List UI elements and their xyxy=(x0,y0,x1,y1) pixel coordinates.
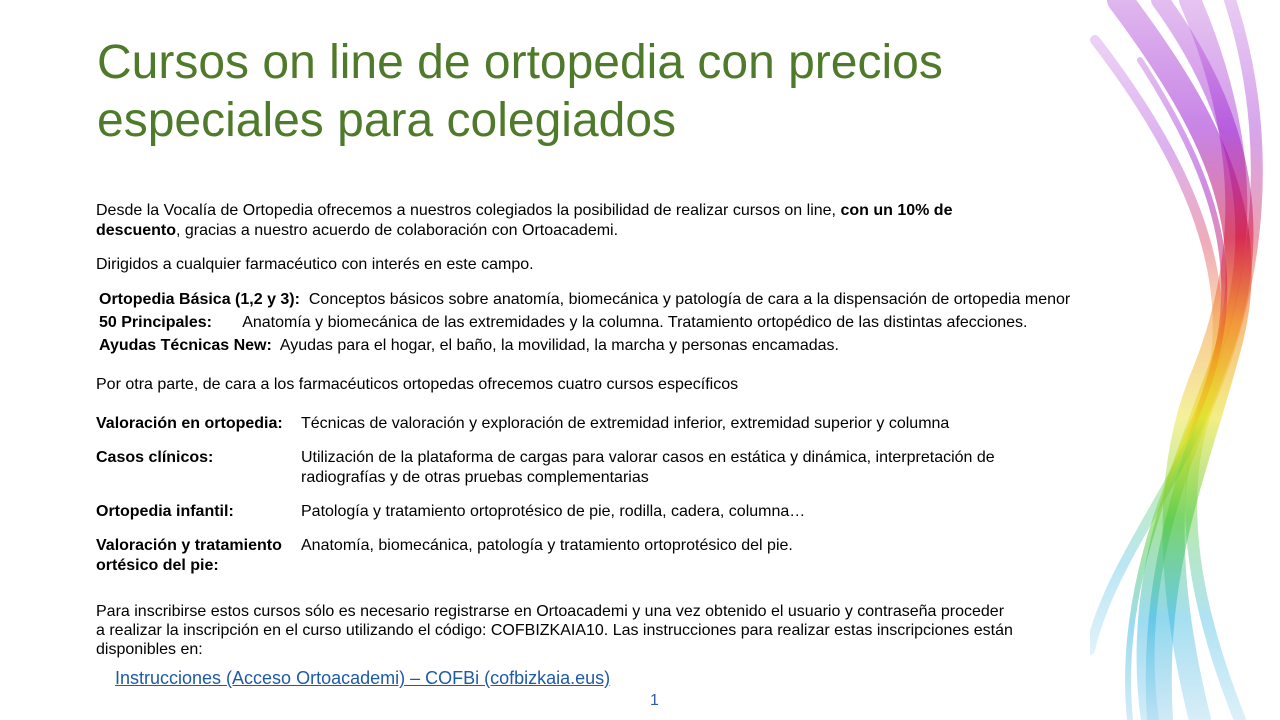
basic-course-item xyxy=(99,311,1129,334)
decorative-rainbow-ribbon xyxy=(1090,0,1280,720)
course-desc: Patología y tratamiento ortoprotésico de pie, rodilla, cadera, columna… xyxy=(301,503,806,520)
basic-course-name: 50 Principales: xyxy=(99,314,212,331)
course-name: Valoración en ortopedia: xyxy=(96,415,283,432)
course-desc: Anatomía, biomecánica, patología y tratamiento ortoprotésico del pie. xyxy=(301,537,793,554)
course-row xyxy=(96,414,1056,448)
intro-discount: con un 10% de descuento xyxy=(96,202,953,239)
course-desc: Utilización de la plataforma de cargas para valorar casos en estática y dinámica, interpretación de radiografías y de otras pruebas complementarias xyxy=(301,449,995,486)
instructions-link[interactable]: Instrucciones (Acceso Ortoacademi) – COFBi (cofbizkaia.eus) xyxy=(115,668,611,688)
course-row xyxy=(96,448,1056,502)
intro-paragraph xyxy=(96,201,1026,241)
specific-courses-table xyxy=(96,414,1056,590)
registration-paragraph: Para inscribirse estos cursos sólo es necesario registrarse en Ortoacademi y una vez obtenido el usuario y contraseña proceder a realizar la inscripción en el curso utilizando el código: COFBIZKAIA10. Las instrucciones para realizar estas inscripciones están disponibles en: xyxy=(96,603,1013,658)
course-desc: Técnicas de valoración y exploración de extremidad inferior, extremidad superior y columna xyxy=(301,415,950,432)
course-name: Ortopedia infantil: xyxy=(96,503,234,520)
basic-courses-list xyxy=(99,288,1129,357)
course-row xyxy=(96,536,1056,590)
basic-course-name: Ortopedia Básica (1,2 y 3): xyxy=(99,291,300,308)
basic-course-desc: Anatomía y biomecánica de las extremidades y la columna. Tratamiento ortopédico de las distintas afecciones. xyxy=(242,314,1028,331)
basic-course-desc: Ayudas para el hogar, el baño, la movilidad, la marcha y personas encamadas. xyxy=(279,337,839,354)
basic-course-item xyxy=(99,334,1129,357)
course-name: Valoración y tratamiento ortésico del pie: xyxy=(96,537,282,574)
intro-text-1: Desde la Vocalía de Ortopedia ofrecemos a nuestros colegiados la posibilidad de realizar cursos on line, xyxy=(96,202,841,219)
basic-course-name: Ayudas Técnicas New: xyxy=(99,337,272,354)
page-number: 1 xyxy=(650,692,659,709)
basic-course-desc: Conceptos básicos sobre anatomía, biomecánica y patología de cara a la dispensación de ortopedia menor xyxy=(308,291,1071,308)
basic-course-item xyxy=(99,288,1129,311)
intro-text-2: , gracias a nuestro acuerdo de colaboración con Ortoacademi. xyxy=(176,222,619,239)
target-paragraph: Dirigidos a cualquier farmacéutico con interés en este campo. xyxy=(96,256,534,273)
page-title: Cursos on line de ortopedia con precios especiales para colegiados xyxy=(97,36,943,147)
course-row xyxy=(96,502,1056,536)
course-name: Casos clínicos: xyxy=(96,449,214,466)
specific-intro: Por otra parte, de cara a los farmacéuticos ortopedas ofrecemos cuatro cursos específicos xyxy=(96,376,739,393)
